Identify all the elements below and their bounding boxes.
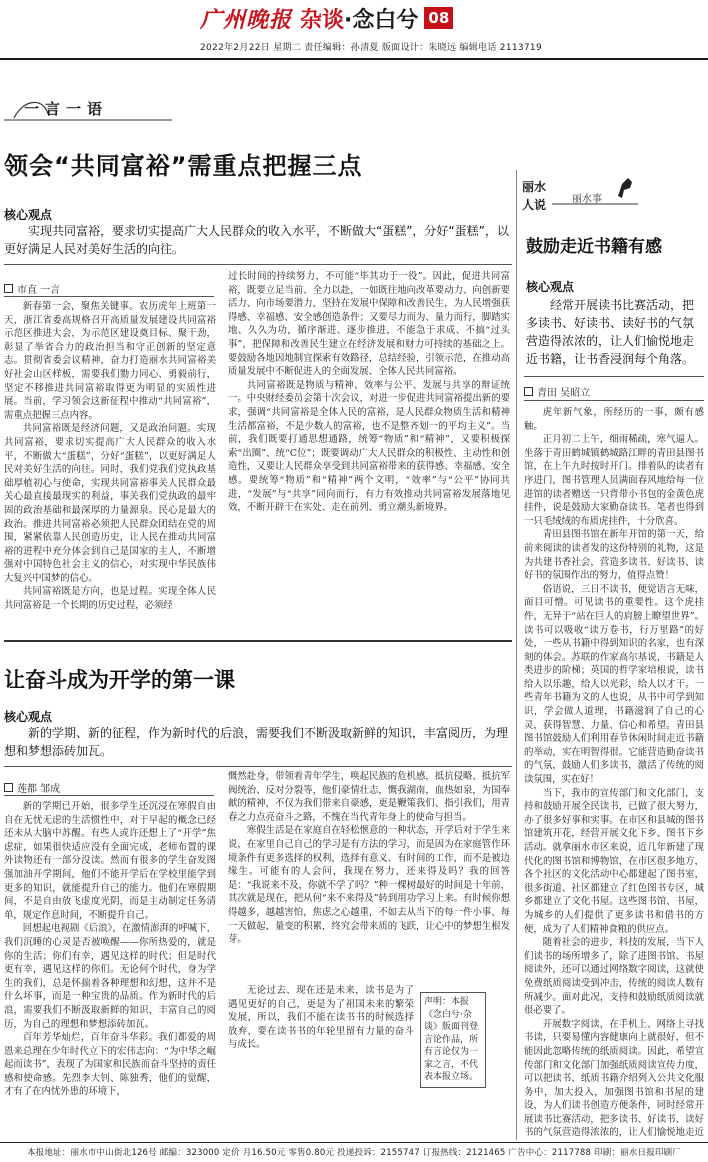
paragraph: 回想起电视剧《后浪》，在激情澎湃的呼喊下，我们沉睡的心灵是否被唤醒——你所热爱的，就是你的生活；你们有幸，遇见这样的时代；但是时代更有幸，遇见这样的你们。无论何个时代，身为学生的我们，总是怀揣着各种理想和幻想，这并不是什么坏事，而是一种宝贵的品质。作为新时代的后浪，需要我们不断汲取新鲜的知识，丰富自己的阅历，为自己的理想和梦想添砖加瓦。 [4,923,216,1030]
paragraph: 共同富裕既是物质与精神、效率与公平、发展与共享的辩证统一。中央财经委员会第十次会议，对进一步促进共同富裕提出新的要求，强调“共同富裕是全体人民的富裕，是人民群众物质生活和精神生活都富裕，不是少数人的富裕，也不是整齐划一的平均主义”。当前，我们既要打通思想通路，统筹“物质”和“精神”，又要积极探索“出圈”、统“C位”；既要调动广大人民群众的积极性、主动性和创造性，又要让人民群众享受到共同富裕带来的获得感、幸福感、安全感。要统筹“物质”和“精神”两个文明，“效率”与“公平”协同共进，“发展”与“共享”同向而行，有力有效推动共同富裕发展落地见效，不断开辟干在实处、走在前列、勇立潮头新境界。 [228,379,510,514]
article2-kp-label: 核心观点 [4,710,53,724]
paragraph: 过长时间的持续努力，不可能“毕其功于一役”。因此，促进共同富裕，既要立足当前、全力以赴，一如既往地向改革要动力、向创新要活力、向市场要潜力，坚持在发展中保障和改善民生，为人民增强获得感、幸福感、安全感创造条件；又要尽力而为、量力而行，脚踏实地、久久为功，循序渐进、逐步推进，不能急于求成、不搞“过头事”，把保障和改善民生建立在经济发展和财力可持续的基础之上。要鼓励各地因地制宜探索有效路径，总结经验，引领示范，在推动高质量发展中不断促进人的全面发展、全体人民共同富裕。 [228,271,510,378]
paragraph: 虎年新气象，所经历的一事，颇有感触。 [524,407,704,432]
side-column-logo [522,170,704,222]
paragraph: 随着社会的进步，科技的发展，当下人们读书的场所增多了，除了进图书馆、书屋阅读外，还可以通过网络数字阅读，这就使免费纸质阅读受到冲击，传统的阅读人数有所减少。面对此况，支持和鼓励纸质阅读就很必要了。 [524,937,704,1017]
disclaimer-text: 声明：本报《念白兮·杂谈》版面刊登言论作品，所有言论仅为一家之言，不代表本报立场。 [424,997,479,1082]
article1-byline-rule [4,296,214,297]
article2-column-2 [228,770,510,982]
byline-box-icon [524,387,533,396]
masthead [200,4,453,32]
side-logo-subtext: 丽水事 [572,194,602,205]
horse-icon [550,174,640,218]
paper-name: 广州晚报 [200,6,293,33]
byline-box-icon [4,284,13,293]
meta-line: 2022年2月22日 星期二 责任编辑：孙清夏 版面设计：朱晓远 编辑电话 2113719 [200,43,542,53]
side-byline-rule [524,400,704,401]
footer-rule [0,1142,708,1143]
article1-title: 领会“共同富裕”需重点把握三点 [4,152,363,180]
side-body [524,406,704,1138]
article2-lede: 新的学期、新的征程，作为新时代的后浪，需要我们不断汲取新鲜的知识，丰富阅历，为理想和梦想添砖加瓦。 [4,726,509,758]
article1-lede: 实现共同富裕，要求切实提高广大人民群众的收入水平，不断做大“蛋糕”，分好“蛋糕”，以更好满足人民对美好生活的向往。 [4,224,509,256]
side-lede: 经常开展读书比赛活动，把多读书、好读书、读好书的气氛营造得浓浓的，让人们愉悦地走近书籍，让书香浸润每个角落。 [526,298,695,366]
article2-title: 让奋斗成为开学的第一课 [4,668,235,692]
column-logo-text: 一言一语 [24,100,109,118]
paragraph: 寒假生活是在家庭自在轻松惬意的一种状态，开学后对于学生来说，在家里自己自己的学习是有方法的学习，而是因为在家庭管作环境条件有更多选择的权利，选择有意义、有时间的工作，而不是被边缘生。可能有的人会问，我现在努力，还来得及吗？我的回答是：“我说来不及，你就不学了吗？”种一棵树最好的时间是十年前，其次就是现在，把从何“来不来得及”转到用功学习上来。有时候你想得越多，越越害怕，焦虑之心越重，不如去从当下的每一件小事、每一天做起，量变的积累，终究会带来质的飞跃，让心中的梦想生根发芽。 [228,825,510,946]
article1-byline [4,281,60,296]
article2-byline-rule [4,795,214,796]
section-suffix: ·念白兮 [344,7,419,33]
side-logo-text: 丽水人说 [522,180,547,212]
paragraph: 开展数字阅读，在手机上、网络上寻找书读，只要易懂内容健康向上就很好，但不能因此忽略传统的纸质阅读。因此，希望宣传部门和文化部门加强纸质阅读宣传力度，可以把读书、纸质书籍介绍列入公共文化服务中，加大投入，加强图书馆和书屋的建设，为人们读书创造方便条件，同时经常开展读书比赛活动，把多读书、好读书、读好书的气氛营造得浓浓的，让人们愉悦地走近 [524,1018,704,1138]
article1-divider [4,264,512,265]
article1-end-rule [4,640,512,642]
article1-kp-label: 核心观点 [4,208,53,222]
paragraph: 共同富裕既是方向，也是过程。实现全体人民共同富裕是一个长期的历史过程，必须经 [4,586,216,612]
byline-box-icon [4,783,13,792]
paragraph: 青田县图书馆在新年开馆的第一天，给前来阅读的读者发的这份特别的礼物，这是为共建书香社会，营造多读书、好读书、读好书的氛围作出的努力，值得点赞！ [524,529,704,582]
article2-byline [4,780,60,795]
paragraph: 共同富裕既是经济问题，又是政治问题。实现共同富裕，要求切实提高广大人民群众的收入水平，不断做大“蛋糕”，分好“蛋糕”，以更好满足人民对美好生活的向往。同时，我们党我们党执政基础厚植初心与使命，实现共同富裕事关人民群众最关心最直接最现实的利益，事关我们党执政的最牢固的政治基础和最深厚的力量源泉。民心是最大的政治。推进共同富裕必须把人民群众团结在党的周围，紧紧依靠人民创造历史，让人民在推动共同富裕的进程中充分体会到自己是国家的主人，不断增强对中国特色社会主义的信心，对实现中华民族伟大复兴中国梦的信心。 [4,423,216,584]
paragraph: 新春第一会，聚焦关键事。农历虎年上班第一天，浙江省委高规格召开高质量发展建设共同富裕示范区推进大会，为示范区建设奠目标、聚干劲，彰显了举省合力的政治担当和守正创新的坚定意志。贯彻省委会议精神，奋力打造丽水共同富裕美好社会山区样板，需要我们勠力同心、勇毅前行，坚定不移推进共同富裕取得更为明显的实质性进展。当前，学习领会这新征程中推动“共同富裕”，需重点把握三点内容。 [4,301,216,421]
paragraph: 无论过去、现在还是未来，读书是为了遇见更好的自己，更是为了祖国未来的繁荣发展，所以，我们不能在读书书的时候选择放弃，要在读书书的年轮里留有力量的奋斗与成长。 [228,985,414,1051]
section-name: 杂谈 [300,7,345,33]
article1-column-2 [228,270,510,634]
side-divider [524,376,704,377]
paragraph: 正月初二上午，细雨稀疏，寒气逼人。坐落于青田鹤城镇鹤城路江畔的青田县图书馆，在上午九时按时开门。排着队的读者有序进门，图书管理人员满面春风地给每一位进馆的读者赠送一只背带小书包的金黄色虎挂件，说是鼓励大家勤奋读书。笔者也得到一只毛绒绒的布质虎挂件，十分欣喜。 [524,434,704,527]
top-rule [0,58,708,60]
paragraph: 新的学期已开始，很多学生还沉浸在寒假自由自在无忧无虑的生活惯性中，对于早起的概念已经还未从大脑中苏醒。有些人或许还想上了“开学”焦虑症，如果很快适应没有全面完成，老师布置的课外读物还有一部分没读。然而有很多的学生奋发图强加油开学期间，他们不能开学后在学校里能学到更多的知识，就能提升自己的能力。他们在寒假期间，不是自由放飞虚度光阴，而是主动制定任务清单，规定作息时间，不断提升自己。 [4,801,216,921]
disclaimer-box [420,992,486,1088]
article2-column-1 [4,800,216,1138]
column-separator [516,170,517,1140]
page-number: 08 [424,7,453,29]
article2-byline-text: 莲都 邹成 [17,784,61,795]
article2-divider [4,766,512,767]
paragraph: 慨然赴身，带领着青年学生，唤起民族的危机感，抵抗侵略、抵抗军阀统治、反对分裂等，他们豪情壮志，慨我湖南，血热如泉，为国奉献的精神，不仅为我们带来自豪感，更是鞭策我们、指引我们，用青春之力点亮奋斗之路，不愧在当代青年身上的使命与担当。 [228,771,510,823]
side-title: 鼓励走近书籍有感 [526,237,662,257]
paragraph: 百年芳华灿烂，百年奋斗华彩。我们都爱的周恩来总理在少年时代立下的宏伟志向：“为中华之崛起而读书”，表现了为国家和民族而奋斗坚持的责任感和使命感。先烈李大钊、陈独秀，他们的觉醒，才有了在内忧外患的环境下， [4,1032,216,1098]
side-byline [524,384,590,399]
paragraph: 俗语说，三日不读书，便觉语言无味，面目可憎。可见读书的重要性。这个虎挂件，无异于“站在巨人的肩膀上瞭望世界”。读书可以吸收“读万卷书，行万里路”的好处，一些从书籍中得到知识的名家，也有深刻的体会。苏联的作家高尔基说，书籍是人类进步的阶梯；英国的哲学家培根说，读书给人以乐趣，给人以光彩，给人以才干。一些青年书籍为文的人也说，从书中可学到知识，学会做人道理，书籍滋润了自己的心灵，获得智慧、力量、信心和希望。青田县图书馆鼓励人们利用春节休闲时间走近书籍的举动，实在明智得很。它能营造勤奋读书的气氛，鼓励人们多读书，激活了传统的阅读氛围，实在好！ [524,583,704,786]
paragraph: 当下，我市的宣传部门和文化部门，支持和鼓励开展全民读书，已做了很大努力，办了很多好事和实事。在市区和县城的图书馆建筑开花，经营开展文化下乡、图书下乡活动。就拿丽水市区来说，近几年新建了现代化的图书馆和博物馆，在市区很多地方，各个社区的文化活动中心都建起了图书室，很多街道、社区都建立了红色图书专区，城乡都建立了文化书屋。这些图书馆、书屋，为城乡的人们提供了更多读书和借书的方便，成为了人们精神食粮的供应点。 [524,787,704,935]
footer: 本报地址：丽水市中山街北126号 邮编：323000 定价 月16.50元 零售0.80元 投递投诉：2155747 订报热线：2121465 广告中心：2117788 印刷：丽水日报印刷厂 [26,1148,682,1158]
article2-column-2b [228,984,414,1138]
column-logo [4,92,174,128]
article1-byline-text: 市直 一言 [17,285,61,296]
side-byline-text: 青田 吴昭立 [537,388,591,399]
side-kp-label: 核心观点 [526,280,575,294]
article1-column-1 [4,300,216,634]
